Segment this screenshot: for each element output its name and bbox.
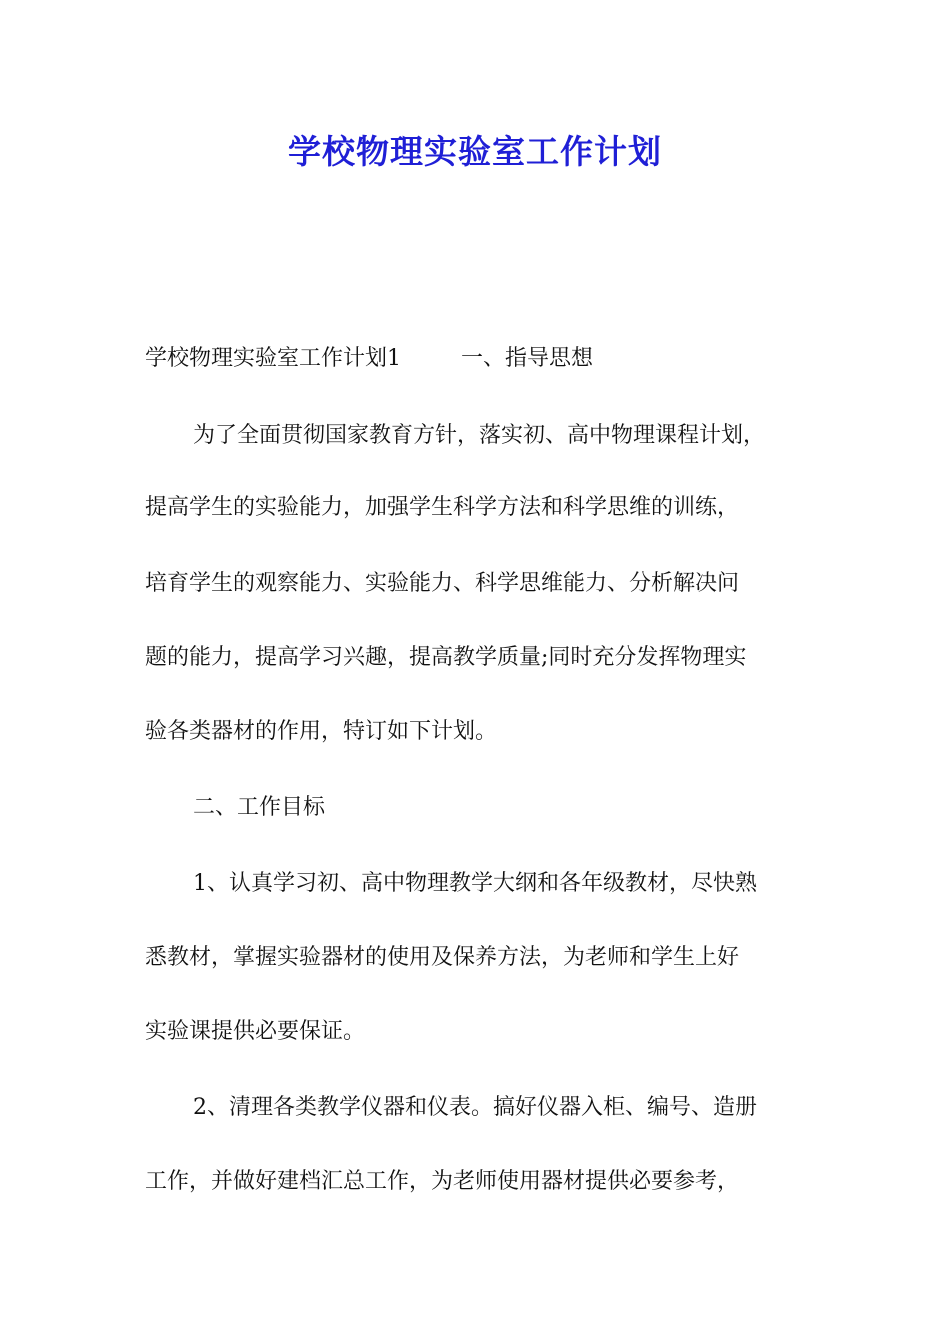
paragraph-line: 1、认真学习初、高中物理教学大纲和各年级教材，尽快熟 [193,871,757,896]
paragraph-line: 2、清理各类教学仪器和仪表。搞好仪器入柜、编号、造册 [193,1095,757,1120]
paragraph-line: 为了全面贯彻国家教育方针，落实初、高中物理课程计划， [193,423,766,448]
document-title: 学校物理实验室工作计划 [288,132,662,171]
plan-subtitle: 学校物理实验室工作计划1 [145,346,401,371]
section-heading-line [145,343,825,375]
paragraph-line: 实验课提供必要保证。 [145,1019,366,1044]
paragraph-line: 工作，并做好建档汇总工作，为老师使用器材提供必要参考， [145,1169,740,1194]
paragraph-line: 题的能力，提高学习兴趣，提高教学质量;同时充分发挥物理实 [145,645,747,670]
paragraph-line: 培育学生的观察能力、实验能力、科学思维能力、分析解决问 [145,571,740,596]
paragraph-line: 提高学生的实验能力，加强学生科学方法和科学思维的训练， [145,495,740,520]
paragraph-line: 悉教材，掌握实验器材的使用及保养方法，为老师和学生上好 [145,945,740,970]
section-heading-guiding-ideology: 一、指导思想 [461,346,594,371]
paragraph-line: 验各类器材的作用，特订如下计划。 [145,719,498,744]
section-heading-work-goals: 二、工作目标 [193,795,326,820]
